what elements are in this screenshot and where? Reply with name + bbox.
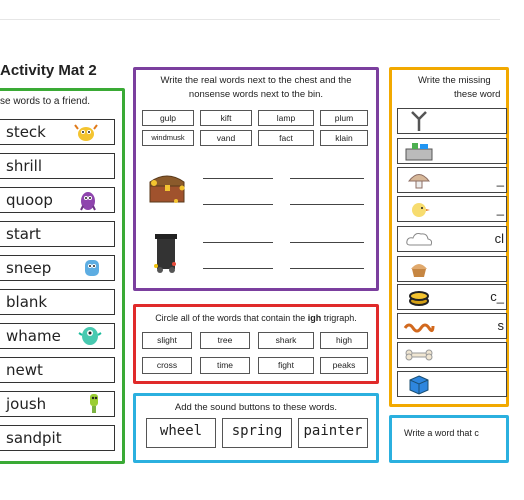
- word-whame: whame: [0, 323, 115, 349]
- igh-word-time[interactable]: time: [200, 357, 250, 374]
- coins-icon: [404, 287, 434, 307]
- missing-row-7[interactable]: [397, 284, 507, 310]
- instruction-line-1: Write the real words next to the chest and the: [160, 75, 352, 86]
- missing-row-2[interactable]: [397, 138, 507, 164]
- missing-row-3[interactable]: [397, 167, 507, 193]
- missing-row-8[interactable]: [397, 313, 507, 339]
- missing-fragment: _: [496, 172, 504, 187]
- kitchen-icon: [404, 141, 434, 161]
- read-words-instruction: se words to a friend.: [0, 96, 91, 107]
- sound-word-wheel[interactable]: wheel: [146, 418, 216, 448]
- monster-teal-icon: [78, 323, 102, 347]
- yoyo-icon: [404, 111, 434, 131]
- missing-instruction-line-1: Write the missing: [418, 75, 491, 86]
- igh-instruction-pre: Circle all of the words that contain the: [155, 313, 308, 323]
- missing-row-5[interactable]: [397, 226, 507, 252]
- missing-row-9[interactable]: [397, 342, 507, 368]
- write-word-instruction: Write a word that c: [404, 428, 479, 438]
- cb-word-kift: kift: [200, 110, 252, 126]
- real-nonsense-instruction: [136, 74, 376, 102]
- word-shrill: shrill: [0, 153, 115, 179]
- cloud-icon: [404, 229, 434, 249]
- word-steck: steck: [0, 119, 115, 145]
- monster-green-icon: [82, 391, 106, 415]
- answer-line[interactable]: [290, 268, 364, 269]
- mushroom-icon: [404, 170, 434, 190]
- missing-row-1[interactable]: [397, 108, 507, 134]
- missing-fragment: cl: [494, 231, 504, 246]
- word-sneep: sneep: [0, 255, 115, 281]
- chick-icon: [404, 199, 434, 219]
- answer-line[interactable]: [203, 178, 273, 179]
- answer-line[interactable]: [203, 204, 273, 205]
- answer-line[interactable]: [203, 242, 273, 243]
- cube-icon: [404, 374, 434, 394]
- missing-instruction-line-2: these word: [454, 89, 501, 100]
- cb-word-windmusk: windmusk: [142, 130, 194, 146]
- answer-line[interactable]: [203, 268, 273, 269]
- igh-word-fight[interactable]: fight: [258, 357, 314, 374]
- word-joush: joush: [0, 391, 115, 417]
- monster-blue-icon: [80, 256, 104, 280]
- igh-word-high[interactable]: high: [320, 332, 368, 349]
- answer-line[interactable]: [290, 242, 364, 243]
- word-quoop: quoop: [0, 187, 115, 213]
- monster-yellow-icon: [74, 120, 98, 144]
- sound-word-spring[interactable]: spring: [222, 418, 292, 448]
- missing-row-10[interactable]: [397, 371, 507, 397]
- bone-icon: [404, 345, 434, 365]
- igh-word-peaks[interactable]: peaks: [320, 357, 368, 374]
- word-blank: blank: [0, 289, 115, 315]
- missing-row-6[interactable]: [397, 256, 507, 282]
- igh-word-tree[interactable]: tree: [200, 332, 250, 349]
- wheelie-bin-icon: [152, 230, 180, 274]
- cb-word-plum: plum: [320, 110, 368, 126]
- cb-word-lamp: lamp: [258, 110, 314, 126]
- word-sandpit: sandpit: [0, 425, 115, 451]
- igh-instruction-post: trigraph.: [321, 313, 357, 323]
- word-start: start: [0, 221, 115, 247]
- sound-buttons-instruction: Add the sound buttons to these words.: [174, 402, 338, 413]
- igh-word-cross[interactable]: cross: [142, 357, 192, 374]
- igh-instruction: [136, 311, 376, 325]
- monster-purple-icon: [76, 188, 100, 212]
- cupcake-icon: [404, 259, 434, 279]
- top-border: [0, 0, 500, 20]
- sound-word-painter[interactable]: painter: [298, 418, 368, 448]
- cb-word-fact: fact: [258, 130, 314, 146]
- cb-word-klain: klain: [320, 130, 368, 146]
- igh-instruction-bold: igh: [307, 313, 322, 323]
- missing-row-4[interactable]: [397, 196, 507, 222]
- missing-instruction: [392, 74, 522, 102]
- treasure-chest-icon: [146, 168, 188, 206]
- missing-fragment: _: [496, 201, 504, 216]
- worm-icon: [404, 316, 434, 336]
- answer-line[interactable]: [290, 204, 364, 205]
- missing-fragment: c_: [490, 289, 504, 304]
- answer-line[interactable]: [290, 178, 364, 179]
- cb-word-gulp: gulp: [142, 110, 194, 126]
- igh-word-shark[interactable]: shark: [258, 332, 314, 349]
- instruction-line-2: nonsense words next to the bin.: [188, 89, 324, 100]
- missing-fragment: s: [497, 318, 504, 333]
- cb-word-vand: vand: [200, 130, 252, 146]
- page-title: Activity Mat 2: [0, 62, 97, 79]
- word-newt: newt: [0, 357, 115, 383]
- igh-word-slight[interactable]: slight: [142, 332, 192, 349]
